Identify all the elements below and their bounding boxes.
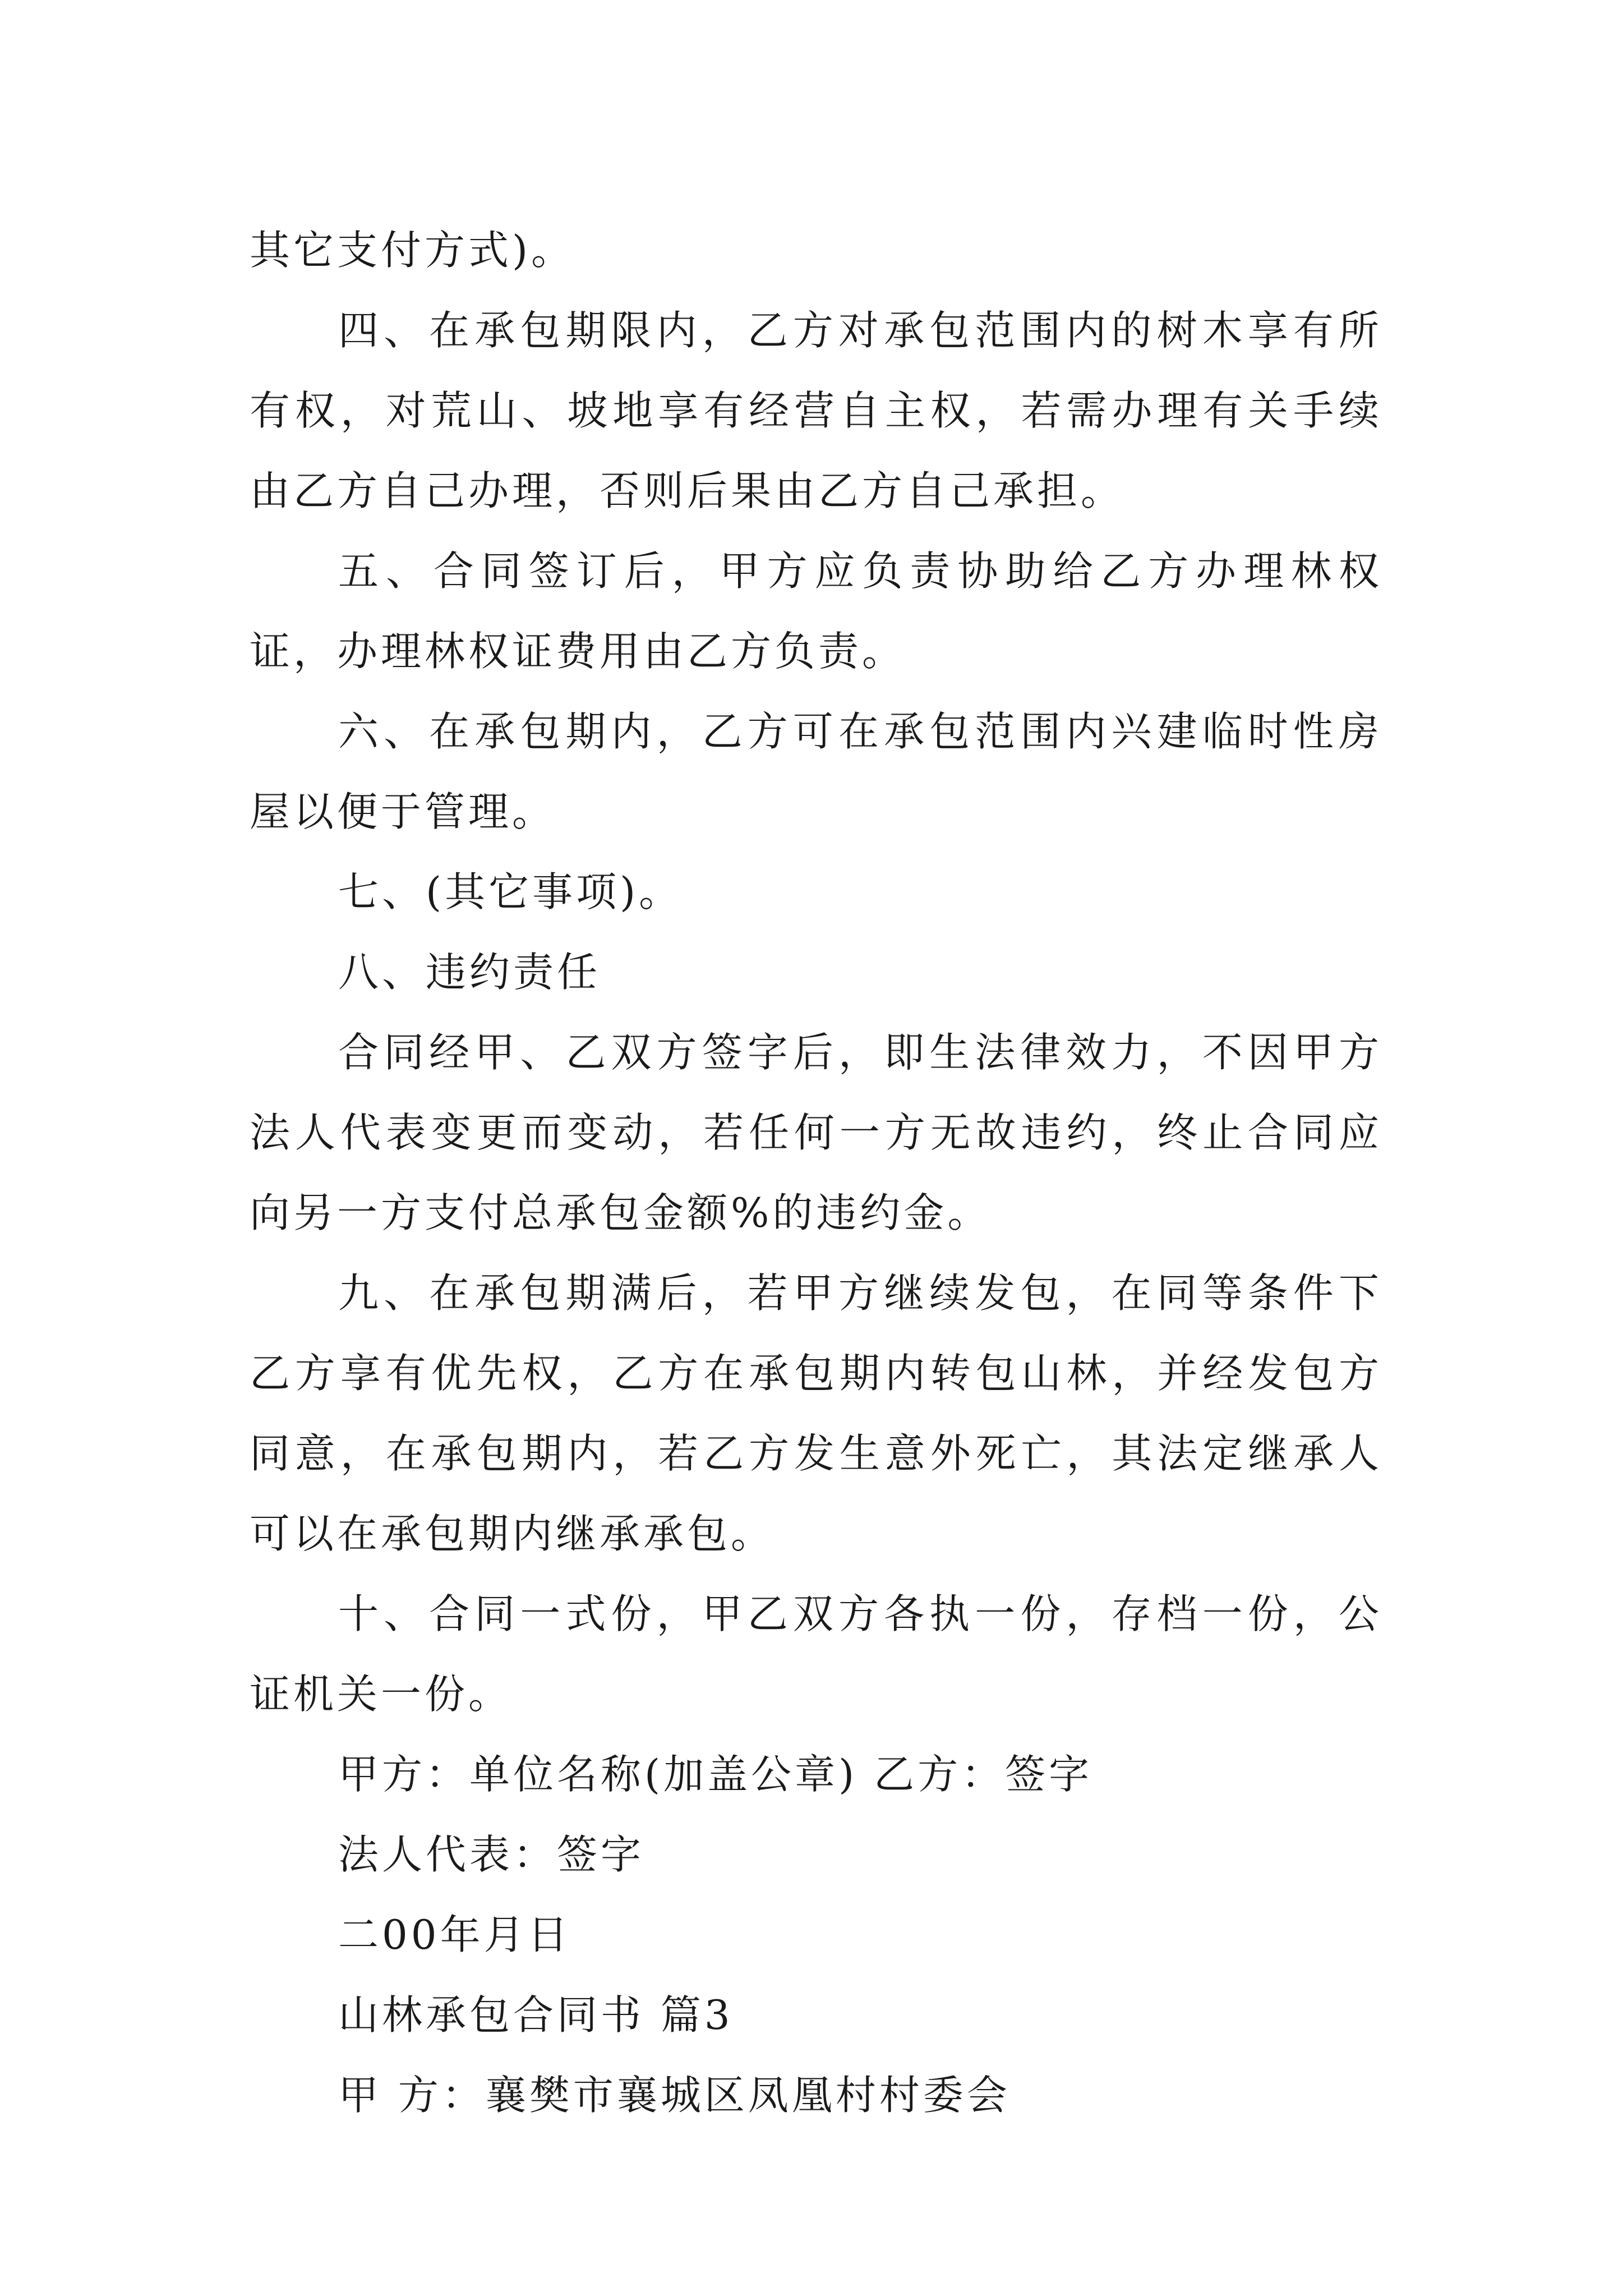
section-title: 山林承包合同书 篇3 [338, 1991, 734, 2039]
paragraph-clause-8-body: 合同经甲、乙双方签字后，即生法律效力，不因甲方法人代表变更而变动，若任何一方无故违约，终止合同应向另一方支付总承包金额%的违约金。 [250, 1029, 1382, 1236]
date-line: 二00年月日 [338, 1911, 571, 1958]
paragraph-clause-4: 四、在承包期限内，乙方对承包范围内的树木享有所有权，对荒山、坡地享有经营自主权，若需办理有关手续由乙方自己办理，否则后果由乙方自己承担。 [250, 307, 1382, 514]
paragraph-payment-method: 其它支付方式)。 [250, 227, 575, 274]
signature-line-legal-rep: 法人代表：签字 [338, 1831, 645, 1878]
paragraph-clause-6: 六、在承包期内，乙方可在承包范围内兴建临时性房屋以便于管理。 [250, 708, 1382, 835]
paragraph-clause-8-heading: 八、违约责任 [338, 949, 601, 996]
paragraph-clause-7: 七、(其它事项)。 [338, 868, 683, 915]
signature-line-parties: 甲方：单位名称(加盖公章) 乙方：签字 [338, 1751, 1093, 1798]
document-body [250, 210, 1382, 2136]
paragraph-clause-10: 十、合同一式份，甲乙双方各执一份，存档一份，公证机关一份。 [250, 1590, 1382, 1718]
paragraph-clause-9: 九、在承包期满后，若甲方继续发包，在同等条件下乙方享有优先权，乙方在承包期内转包山林，并经发包方同意，在承包期内，若乙方发生意外死亡，其法定继承人可以在承包期内继承承包。 [250, 1269, 1382, 1557]
paragraph-clause-5: 五、合同签订后，甲方应负责协助给乙方办理林权证，办理林权证费用由乙方负责。 [250, 547, 1382, 675]
party-a-line: 甲 方：襄樊市襄城区凤凰村村委会 [338, 2072, 1011, 2119]
